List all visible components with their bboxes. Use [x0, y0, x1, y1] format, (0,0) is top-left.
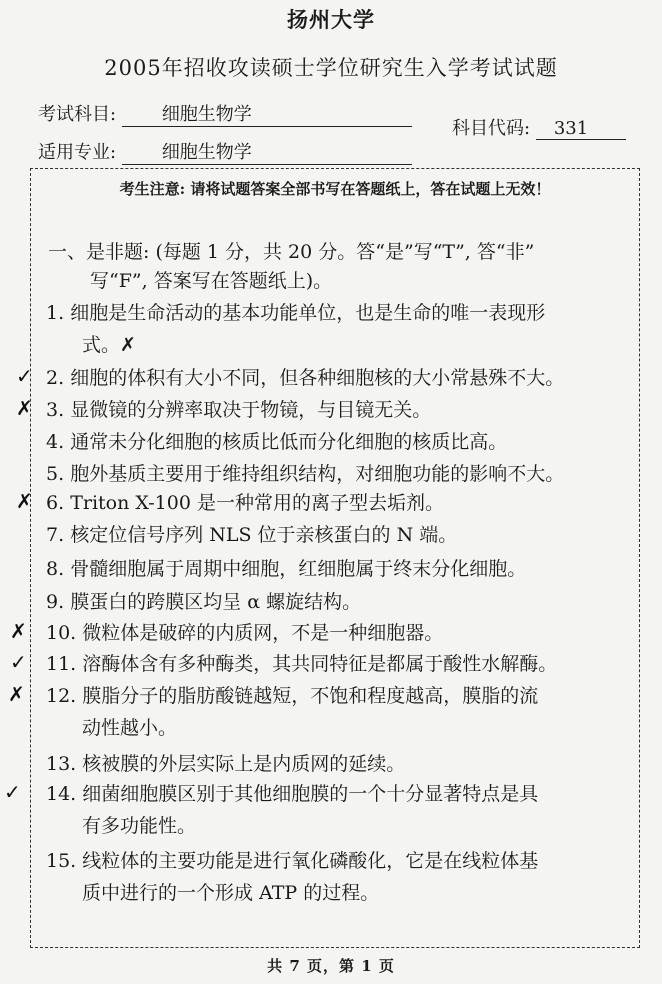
handwritten-mark: ✓ — [4, 780, 21, 804]
question-item — [46, 648, 636, 680]
exam-title: 2005年招收攻读硕士学位研究生入学考试试题 — [104, 56, 558, 80]
subject-value: 细胞生物学 — [122, 100, 412, 127]
question-text-line2: 式。 — [82, 334, 121, 356]
handwritten-mark: ✗ — [120, 334, 136, 356]
question-number: 5. — [46, 463, 65, 485]
question-text-line2: 有多功能性。 — [82, 815, 197, 837]
question-number: 4. — [46, 431, 65, 453]
subject-row — [38, 100, 412, 127]
question-text: 核被膜的外层实际上是内质网的延续。 — [82, 753, 406, 775]
question-item — [46, 458, 636, 490]
question-item — [46, 297, 636, 361]
question-text: 细胞的体积有大小不同，但各种细胞核的大小常悬殊不大。 — [70, 367, 565, 389]
question-number: 3. — [46, 399, 65, 421]
code-label: 科目代码: — [452, 118, 531, 139]
question-number: 14. — [46, 783, 77, 805]
question-number: 7. — [46, 524, 65, 546]
question-number: 2. — [46, 367, 65, 389]
question-item — [46, 487, 636, 519]
subject-label: 考试科目: — [38, 104, 117, 125]
question-text-cont — [46, 329, 636, 361]
question-text: 细胞是生命活动的基本功能单位，也是生命的唯一表现形 — [70, 302, 546, 324]
handwritten-mark: ✓ — [16, 364, 33, 388]
question-text: 膜脂分子的脂肪酸链越短，不饱和程度越高，膜脂的流 — [82, 685, 539, 707]
question-item — [46, 426, 636, 458]
handwritten-mark: ✓ — [10, 650, 27, 674]
question-item — [46, 778, 636, 842]
question-text: 溶酶体含有多种酶类，其共同特征是都属于酸性水解酶。 — [82, 653, 558, 675]
exam-notice: 考生注意: 请将试题答案全部书写在答题纸上，答在试题上无效！ — [119, 180, 551, 198]
major-row — [38, 138, 412, 165]
question-item — [46, 394, 636, 426]
university-name: 扬州大学 — [287, 7, 375, 32]
question-text-line2: 动性越小。 — [82, 717, 178, 739]
question-item — [46, 586, 636, 618]
question-item — [46, 519, 636, 551]
handwritten-mark: ✗ — [16, 489, 33, 513]
question-number: 6. — [46, 492, 65, 514]
question-text: 骨髓细胞属于周期中细胞，红细胞属于终末分化细胞。 — [70, 558, 527, 580]
question-number: 12. — [46, 685, 77, 707]
section-heading-line2: 写“F”, 答案写在答题纸上)。 — [90, 270, 333, 292]
question-item — [46, 362, 636, 394]
question-text: 细菌细胞膜区别于其他细胞膜的一个十分显著特点是具 — [82, 783, 539, 805]
section-heading-line1: 一、是非题: (每题 1 分，共 20 分。答“是”写“T”, 答“非” — [48, 241, 535, 263]
section-heading — [48, 238, 628, 296]
question-number: 9. — [46, 591, 65, 613]
handwritten-mark: ✗ — [10, 619, 27, 643]
major-label: 适用专业: — [38, 142, 117, 163]
question-number: 8. — [46, 558, 65, 580]
question-number: 10. — [46, 622, 77, 644]
question-text: 微粒体是破碎的内质网，不是一种细胞器。 — [82, 622, 444, 644]
question-number: 13. — [46, 753, 77, 775]
question-item — [46, 617, 636, 649]
question-number: 1. — [46, 302, 65, 324]
question-number: 15. — [46, 850, 77, 872]
code-row — [452, 114, 626, 140]
question-item — [46, 680, 636, 744]
question-text: 通常未分化细胞的核质比低而分化细胞的核质比高。 — [70, 431, 508, 453]
question-text: 胞外基质主要用于维持组织结构，对细胞功能的影响不大。 — [70, 463, 565, 485]
major-value: 细胞生物学 — [122, 138, 412, 165]
question-number: 11. — [46, 653, 77, 675]
question-text: Triton X-100 是一种常用的离子型去垢剂。 — [70, 492, 444, 514]
question-text: 线粒体的主要功能是进行氧化磷酸化，它是在线粒体基 — [82, 850, 539, 872]
question-text: 膜蛋白的跨膜区均呈 α 螺旋结构。 — [70, 591, 362, 613]
question-text: 核定位信号序列 NLS 位于亲核蛋白的 N 端。 — [70, 524, 458, 546]
handwritten-mark: ✗ — [8, 682, 25, 706]
page-footer: 共 7 页，第 1 页 — [267, 957, 395, 975]
code-value: 331 — [536, 118, 626, 140]
handwritten-mark: ✗ — [16, 396, 33, 420]
question-item — [46, 748, 636, 780]
question-text-line2: 质中进行的一个形成 ATP 的过程。 — [82, 882, 380, 904]
question-text: 显微镜的分辨率取决于物镜，与目镜无关。 — [70, 399, 432, 421]
question-item — [46, 845, 636, 909]
question-item — [46, 553, 636, 585]
